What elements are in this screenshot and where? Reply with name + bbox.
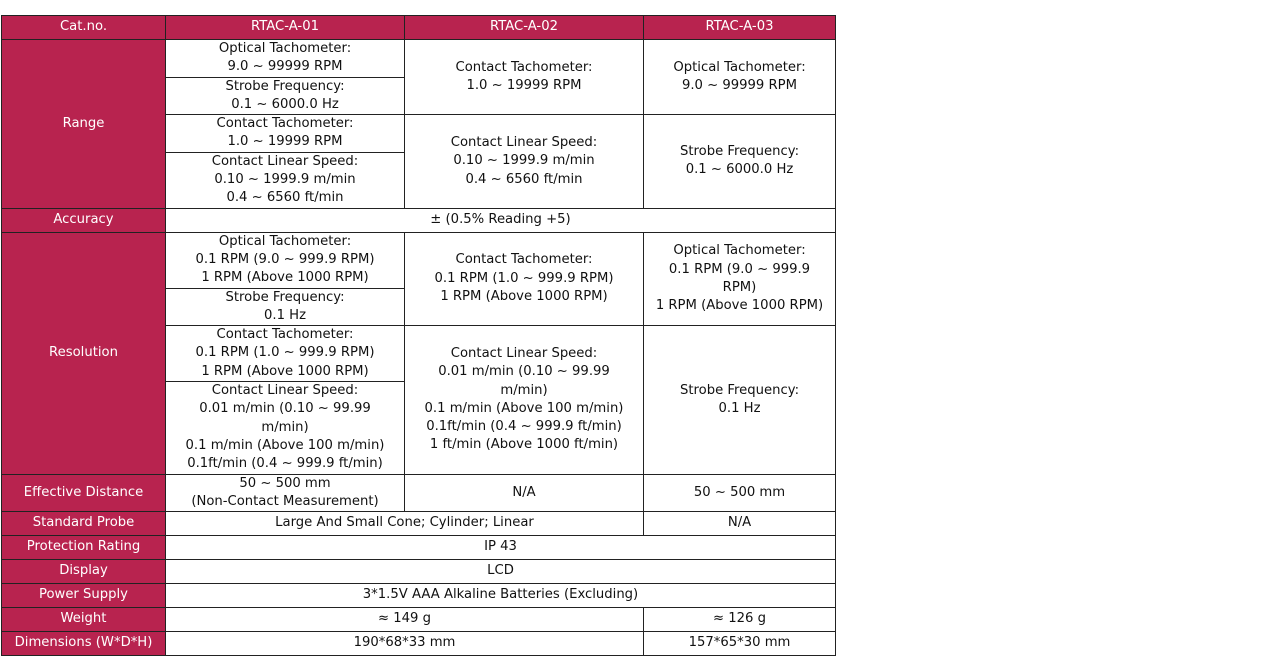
resolution-a01-contact-tach [166,326,405,382]
resolution-a01-optical [166,232,405,288]
header-model-02: RTAC-A-02 [405,16,644,40]
cell-line: Optical Tachometer: [673,243,806,259]
effective-distance-a01 [166,474,405,512]
resolution-a01-linear [166,382,405,474]
resolution-a02-contact-tach [405,232,644,325]
cell-line: Contact Linear Speed: [211,383,359,399]
cell-line: 0.1 Hz [263,307,306,323]
range-a01-contact-tach [166,115,405,153]
cell-line: 9.0 ~ 99999 RPM [681,78,798,94]
cell-line: Contact Tachometer: [216,116,354,132]
cell-line: Contact Tachometer: [216,327,354,343]
cell-line: 0.1 RPM (9.0 ~ 999.9 RPM) [195,251,375,267]
power-row [2,584,836,608]
cell-line: 0.1ft/min (0.4 ~ 999.9 ft/min) [426,419,622,435]
standard-probe-a01-a02: Large And Small Cone; Cylinder; Linear [166,512,644,536]
accuracy-label: Accuracy [2,208,166,232]
cell-line: Contact Tachometer: [455,59,593,75]
header-model-01: RTAC-A-01 [166,16,405,40]
dimensions-row [2,632,836,656]
cell-line: Strobe Frequency: [225,78,345,94]
cell-line: 0.10 ~ 1999.9 m/min [453,153,595,169]
accuracy-value: ± (0.5% Reading +5) [166,208,836,232]
cell-line: RPM) [722,279,757,295]
cell-line: Contact Linear Speed: [450,134,598,150]
cell-line: m/min) [500,382,548,398]
protection-value: IP 43 [166,536,836,560]
cell-line: (Non-Contact Measurement) [191,493,379,509]
cell-line: 0.1 Hz [718,400,761,416]
cell-line: 1 RPM (Above 1000 RPM) [440,289,608,305]
cell-line: Optical Tachometer: [218,233,352,249]
display-row [2,560,836,584]
cell-line: Strobe Frequency: [679,144,800,160]
range-a01-linear [166,152,405,208]
cell-line: 0.1 ~ 6000.0 Hz [685,162,794,178]
dimensions-label: Dimensions (W*D*H) [2,632,166,656]
dimensions-a01-a02: 190*68*33 mm [166,632,644,656]
cell-line: Optical Tachometer: [673,59,806,75]
header-model-03: RTAC-A-03 [644,16,836,40]
range-a03-optical [644,40,836,115]
display-label: Display [2,560,166,584]
accuracy-row [2,208,836,232]
range-a01-strobe [166,77,405,115]
cell-line: Strobe Frequency: [225,289,345,305]
protection-row [2,536,836,560]
range-a01-optical [166,40,405,78]
range-label: Range [2,40,166,209]
weight-label: Weight [2,608,166,632]
resolution-row-1 [2,232,836,288]
cell-line: 0.4 ~ 6560 ft/min [226,190,344,206]
cell-line: 1 RPM (Above 1000 RPM) [201,270,369,286]
cell-line: 1 RPM (Above 1000 RPM) [655,298,824,314]
cell-line: 1.0 ~ 19999 RPM [227,134,343,150]
cell-line: 9.0 ~ 99999 RPM [227,59,343,75]
cell-line: Contact Linear Speed: [211,153,359,169]
resolution-label: Resolution [2,232,166,474]
cell-line: 0.1 ~ 6000.0 Hz [231,96,339,112]
cell-line: 0.1 m/min (Above 100 m/min) [185,437,385,453]
effective-distance-row [2,474,836,512]
power-label: Power Supply [2,584,166,608]
cell-line: m/min) [261,419,309,435]
cell-line: Strobe Frequency: [679,382,800,398]
cell-line: 0.01 m/min (0.10 ~ 99.99 [438,364,610,380]
cell-line: 0.1 m/min (Above 100 m/min) [424,400,624,416]
standard-probe-label: Standard Probe [2,512,166,536]
effective-distance-a02: N/A [405,474,644,512]
range-a02-contact-tach [405,40,644,115]
weight-row [2,608,836,632]
spec-table [1,15,836,656]
display-value: LCD [166,560,836,584]
cell-line: 0.1 RPM (1.0 ~ 999.9 RPM) [434,270,614,286]
weight-a01-a02: ≈ 149 g [166,608,644,632]
range-a03-strobe [644,115,836,208]
dimensions-a03: 157*65*30 mm [644,632,836,656]
header-row [2,16,836,40]
cell-line: 1.0 ~ 19999 RPM [466,78,582,94]
cell-line: 0.10 ~ 1999.9 m/min [214,172,356,188]
effective-distance-label: Effective Distance [2,474,166,512]
resolution-a03-optical [644,232,836,325]
cell-line: 0.01 m/min (0.10 ~ 99.99 [199,401,371,417]
cell-line: 50 ~ 500 mm [239,475,331,491]
resolution-a01-strobe [166,288,405,326]
protection-label: Protection Rating [2,536,166,560]
resolution-a03-strobe [644,326,836,474]
resolution-a02-linear [405,326,644,474]
cell-line: 0.4 ~ 6560 ft/min [465,171,583,187]
cell-line: Optical Tachometer: [218,41,352,56]
range-row-1 [2,40,836,78]
cell-line: 0.1 RPM (9.0 ~ 999.9 [668,261,811,277]
cell-line: 1 RPM (Above 1000 RPM) [201,363,369,379]
cell-line: 0.1ft/min (0.4 ~ 999.9 ft/min) [187,456,383,472]
header-cat-no: Cat.no. [2,16,166,40]
cell-line: 0.1 RPM (1.0 ~ 999.9 RPM) [195,345,375,361]
cell-line: 1 ft/min (Above 1000 ft/min) [429,437,619,453]
range-a02-linear [405,115,644,208]
standard-probe-row [2,512,836,536]
effective-distance-a03: 50 ~ 500 mm [644,474,836,512]
cell-line: Contact Tachometer: [455,252,593,268]
power-value: 3*1.5V AAA Alkaline Batteries (Excluding) [166,584,836,608]
cell-line: Contact Linear Speed: [450,345,598,361]
weight-a03: ≈ 126 g [644,608,836,632]
standard-probe-a03: N/A [644,512,836,536]
